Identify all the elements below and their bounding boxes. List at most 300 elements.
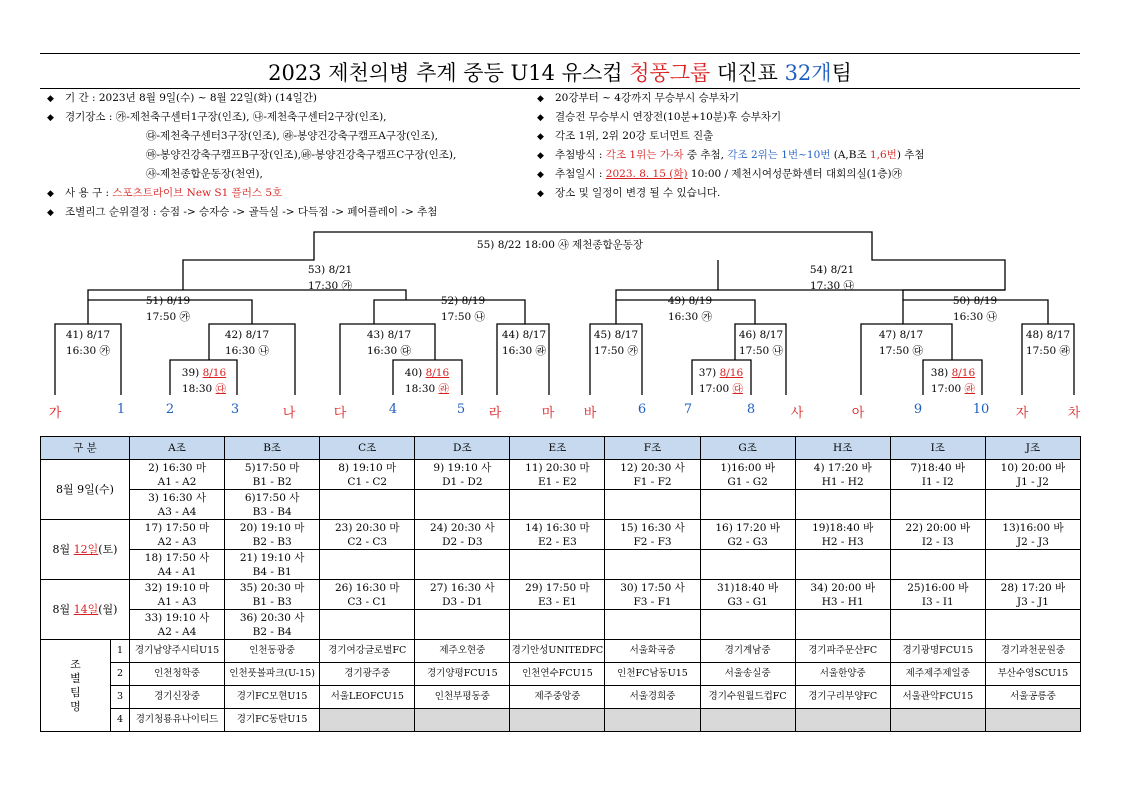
team-label-char: 명 — [70, 699, 81, 713]
match-time: 7)18:40 바 — [910, 461, 966, 474]
team-name-cell: 경기파주문산FC — [795, 640, 890, 663]
match-cell — [225, 520, 320, 550]
match-time: 12) 20:30 사 — [620, 461, 685, 474]
match-pairing: A1 - A3 — [157, 595, 197, 608]
slot-label: 라 — [488, 406, 502, 421]
match-pairing: J1 - J2 — [1016, 475, 1049, 488]
slot-label: 아 — [851, 406, 865, 421]
title-text: 2023 제천의병 추계 중등 U14 유스컵 — [268, 61, 630, 85]
match-cell — [985, 460, 1080, 490]
team-name-cell — [320, 709, 415, 732]
info-draw: 추첨방식 : — [555, 149, 606, 161]
table-header-row — [41, 437, 1081, 460]
match-49-label — [650, 293, 730, 325]
match-46-time: 17:50 ㉯ — [738, 345, 784, 357]
match-cell — [130, 520, 225, 550]
match-39-time: 18:30 — [181, 383, 216, 395]
team-name-cell: 인천동광중 — [225, 640, 320, 663]
match-cell — [415, 490, 510, 520]
match-40-venue: ㉱ — [438, 383, 450, 395]
match-43-time: 16:30 ㉰ — [366, 345, 412, 357]
info-label: 사 용 구 — [65, 187, 103, 199]
team-label-char: 조 — [70, 657, 81, 671]
info-venue: ㉰-제천축구센터3구장(인조), ㉱-봉양건강축구캠프A구장(인조), — [146, 130, 438, 142]
info-draw: 각조 2위는 1번~10번 — [727, 149, 831, 161]
match-cell — [890, 550, 985, 580]
match-48-label — [1018, 327, 1078, 359]
match-time: 17) 17:50 마 — [144, 521, 210, 534]
bullet-icon: ◆ — [537, 94, 544, 104]
match-pairing: F2 - F3 — [633, 535, 672, 548]
match-45-date: 45) 8/17 — [593, 329, 639, 341]
match-time: 16) 17:20 바 — [715, 521, 780, 534]
info-label: 경기장소 — [65, 111, 106, 123]
team-name-cell: 서울송실중 — [700, 663, 795, 686]
match-cell — [890, 520, 985, 550]
team-row — [41, 663, 1081, 686]
match-cell — [700, 610, 795, 640]
match-pairing: H1 - H2 — [821, 475, 864, 488]
match-46-label — [730, 327, 792, 359]
team-name-cell: 경기계남중 — [700, 640, 795, 663]
match-38-time: 17:00 — [930, 383, 965, 395]
date-day: 12일 — [73, 542, 99, 556]
match-cell — [320, 610, 415, 640]
slot-label: 자 — [1015, 406, 1029, 421]
team-name-cell: 경기청룡유나이티드 — [130, 709, 225, 732]
match-time: 27) 16:30 사 — [430, 581, 495, 594]
match-cell — [415, 520, 510, 550]
table-row — [41, 610, 1081, 640]
match-pairing: I3 - I1 — [921, 595, 954, 608]
team-name-cell — [985, 709, 1080, 732]
match-39-date: 8/16 — [202, 367, 227, 379]
info-draw: 중 추첨, — [683, 149, 728, 161]
match-time: 4) 17:20 바 — [813, 461, 872, 474]
table-row — [41, 520, 1081, 550]
match-44-time: 16:30 ㉱ — [501, 345, 547, 357]
match-cell — [795, 460, 890, 490]
match-time: 24) 20:30 사 — [430, 521, 495, 534]
bullet-icon: ◆ — [537, 132, 544, 142]
match-47-label — [870, 327, 932, 359]
match-pairing: H3 - H1 — [821, 595, 864, 608]
slot-label: 3 — [230, 402, 240, 417]
match-cell — [320, 580, 415, 610]
team-seed-number: 4 — [111, 709, 130, 732]
match-cell — [985, 550, 1080, 580]
date-weekday: (토) — [98, 542, 118, 556]
team-name-cell: 제주중앙중 — [510, 686, 605, 709]
match-50-date: 50) 8/19 — [952, 295, 998, 307]
match-pairing: A4 - A1 — [157, 565, 197, 578]
match-49-date: 49) 8/19 — [667, 295, 713, 307]
title-text-suffix: 팀 — [831, 61, 852, 85]
team-name-cell: 경기FC모현U15 — [225, 686, 320, 709]
match-cell — [795, 550, 890, 580]
match-pairing: E1 - E2 — [537, 475, 577, 488]
match-pairing: C1 - C2 — [347, 475, 388, 488]
match-39-venue: ㉰ — [215, 383, 227, 395]
match-cell — [890, 580, 985, 610]
team-row — [41, 640, 1081, 663]
match-51-date: 51) 8/19 — [145, 295, 191, 307]
info-period: 2023년 8월 9일(수) ~ 8월 22일(화) (14일간) — [98, 92, 318, 104]
match-pairing: D3 - D1 — [442, 595, 483, 608]
match-52-label — [423, 293, 503, 325]
match-cell — [225, 610, 320, 640]
slot-label: 9 — [913, 402, 923, 417]
match-time: 13)16:00 바 — [1002, 521, 1064, 534]
match-37-venue: ㉰ — [732, 383, 744, 395]
match-43-label — [358, 327, 420, 359]
title-group: 청풍그룹 — [629, 61, 711, 85]
match-cell — [130, 550, 225, 580]
match-cell — [985, 610, 1080, 640]
match-time: 23) 20:30 마 — [334, 521, 400, 534]
schedule-table — [40, 436, 1081, 732]
title-team-count: 32개 — [784, 61, 832, 85]
match-cell — [130, 460, 225, 490]
match-cell — [985, 490, 1080, 520]
info-venue: ㉲-봉양건강축구캠프B구장(인조),㉳-봉양건강축구캠프C구장(인조), — [146, 149, 457, 161]
match-cell — [415, 610, 510, 640]
match-37-date: 8/16 — [719, 367, 744, 379]
team-name-cell — [890, 709, 985, 732]
match-54-date: 54) 8/21 — [809, 264, 855, 276]
match-pairing: C2 - C3 — [347, 535, 388, 548]
team-name-cell: 인천연수FCU15 — [510, 663, 605, 686]
slot-label: 나 — [282, 406, 296, 421]
match-cell — [130, 610, 225, 640]
match-pairing: A2 - A4 — [157, 625, 197, 638]
header-cell: J조 — [985, 437, 1080, 460]
match-time: 5)17:50 마 — [244, 461, 300, 474]
match-37-no: 37) — [698, 367, 720, 379]
header-cell: 구 분 — [41, 437, 130, 460]
match-pairing: A2 - A3 — [157, 535, 197, 548]
match-cell — [890, 460, 985, 490]
match-cell — [320, 460, 415, 490]
match-38-label — [922, 365, 984, 397]
match-45-time: 17:50 ㉮ — [593, 345, 639, 357]
team-name-cell: 제주제주제일중 — [890, 663, 985, 686]
match-time: 35) 20:30 마 — [239, 581, 305, 594]
header-cell: H조 — [795, 437, 890, 460]
team-label-char: 별 — [70, 671, 81, 685]
match-cell — [700, 490, 795, 520]
match-54-time: 17:30 ㉯ — [809, 280, 855, 292]
match-time: 3) 16:30 사 — [148, 491, 206, 504]
match-53-label — [290, 262, 370, 294]
match-cell — [320, 550, 415, 580]
match-cell — [320, 520, 415, 550]
match-37-time: 17:00 — [698, 383, 733, 395]
match-pairing: C3 - C1 — [347, 595, 388, 608]
match-47-date: 47) 8/17 — [878, 329, 924, 341]
match-time: 21) 19:10 사 — [239, 551, 305, 564]
match-pairing: E2 - E3 — [537, 535, 577, 548]
match-pairing: J2 - J3 — [1016, 535, 1049, 548]
match-time: 19)18:40 바 — [812, 521, 874, 534]
team-name-cell: 경기남양주시티U15 — [130, 640, 225, 663]
match-cell — [985, 580, 1080, 610]
match-cell — [510, 550, 605, 580]
date-cell — [41, 460, 130, 520]
match-pairing: A1 - A2 — [157, 475, 197, 488]
match-pairing: G3 - G1 — [727, 595, 768, 608]
match-43-date: 43) 8/17 — [366, 329, 412, 341]
table-row — [41, 580, 1081, 610]
team-name-cell: 인천FC남동U15 — [605, 663, 700, 686]
match-41-time: 16:30 ㉮ — [65, 345, 111, 357]
match-cell — [605, 550, 700, 580]
match-cell — [510, 460, 605, 490]
match-cell — [795, 580, 890, 610]
match-44-label — [494, 327, 554, 359]
team-row — [41, 686, 1081, 709]
team-name-cell — [700, 709, 795, 732]
match-40-label — [396, 365, 458, 397]
team-name-cell: 경기FC동탄U15 — [225, 709, 320, 732]
match-time: 10) 20:00 바 — [1000, 461, 1066, 474]
match-time: 30) 17:50 사 — [620, 581, 685, 594]
match-time: 1)16:00 바 — [720, 461, 775, 474]
match-cell — [605, 610, 700, 640]
match-cell — [130, 580, 225, 610]
match-47-time: 17:50 ㉰ — [878, 345, 924, 357]
match-44-date: 44) 8/17 — [501, 329, 547, 341]
info-draw: 1,6번 — [869, 149, 897, 161]
slot-label: 8 — [746, 402, 756, 417]
match-42-time: 16:30 ㉯ — [224, 345, 270, 357]
info-draw: (A,B조 — [830, 149, 870, 161]
slot-label: 5 — [456, 402, 466, 417]
date-cell — [41, 520, 130, 580]
match-time: 22) 20:00 바 — [905, 521, 971, 534]
match-time: 20) 19:10 마 — [239, 521, 305, 534]
date-month: 8월 — [56, 482, 78, 496]
table-row — [41, 550, 1081, 580]
match-time: 28) 17:20 바 — [1000, 581, 1066, 594]
team-name-cell: 부산수영SCU15 — [985, 663, 1080, 686]
info-notice: 장소 및 일정이 변경 될 수 있습니다. — [555, 187, 721, 199]
match-45-label — [586, 327, 646, 359]
match-cell — [225, 490, 320, 520]
team-name-cell: 서울한양중 — [795, 663, 890, 686]
match-time: 31)18:40 바 — [717, 581, 779, 594]
info-rule: 20강부터 ~ 4강까지 무승부시 승부차기 — [555, 92, 740, 104]
team-name-cell — [795, 709, 890, 732]
team-name-cell: 경기수원월드컵FC — [700, 686, 795, 709]
header-cell: E조 — [510, 437, 605, 460]
date-month: 8월 — [52, 602, 74, 616]
match-cell — [605, 490, 700, 520]
match-pairing: I2 - I3 — [921, 535, 954, 548]
match-cell — [130, 490, 225, 520]
team-names-label — [41, 640, 111, 732]
slot-label: 4 — [388, 402, 398, 417]
match-41-label — [58, 327, 118, 359]
header-cell: B조 — [225, 437, 320, 460]
match-52-time: 17:50 ㉯ — [440, 311, 486, 323]
team-name-cell: 제주오현중 — [415, 640, 510, 663]
team-name-cell: 경기광주중 — [320, 663, 415, 686]
info-label: 기 간 — [65, 92, 89, 104]
team-seed-number: 3 — [111, 686, 130, 709]
table-row — [41, 490, 1081, 520]
match-time: 25)16:00 바 — [907, 581, 969, 594]
team-name-cell: 서울경희중 — [605, 686, 700, 709]
match-41-date: 41) 8/17 — [65, 329, 111, 341]
date-month: 8월 — [52, 542, 74, 556]
info-label: 조별리그 순위결정 — [65, 206, 150, 218]
title-text-mid: 대진표 — [710, 61, 785, 85]
team-name-cell: 인천청학중 — [130, 663, 225, 686]
header-cell: G조 — [700, 437, 795, 460]
header-cell: F조 — [605, 437, 700, 460]
bullet-icon: ◆ — [537, 189, 544, 199]
match-cell — [700, 520, 795, 550]
match-pairing: D2 - D3 — [442, 535, 483, 548]
match-cell — [700, 550, 795, 580]
match-pairing: D1 - D2 — [442, 475, 483, 488]
date-weekday: (월) — [98, 602, 118, 616]
match-time: 36) 20:30 사 — [239, 611, 305, 624]
team-name-cell: 서울관악FCU15 — [890, 686, 985, 709]
match-51-time: 17:50 ㉮ — [145, 311, 191, 323]
match-pairing: B2 - B4 — [252, 625, 292, 638]
date-cell — [41, 580, 130, 640]
info-ball: 스포츠트라이브 New S1 플러스 5호 — [112, 187, 283, 199]
match-time: 18) 17:50 사 — [144, 551, 210, 564]
info-venue: ㉮-제천축구센터1구장(인조), ㉯-제천축구센터2구장(인조), — [115, 111, 387, 123]
match-pairing: B1 - B3 — [252, 595, 292, 608]
match-pairing: A3 - A4 — [157, 505, 197, 518]
slot-label: 마 — [541, 406, 555, 421]
match-39-no: 39) — [181, 367, 203, 379]
team-name-cell: 경기구리부양FC — [795, 686, 890, 709]
match-cell — [415, 550, 510, 580]
match-pairing: J3 - J1 — [1016, 595, 1049, 608]
match-40-date: 8/16 — [425, 367, 450, 379]
team-name-cell: 경기양평FCU15 — [415, 663, 510, 686]
slot-label: 사 — [790, 406, 804, 421]
match-cell — [225, 580, 320, 610]
match-cell — [700, 580, 795, 610]
info-draw: ) 추첨 — [896, 149, 925, 161]
match-pairing: F1 - F2 — [633, 475, 672, 488]
match-pairing: F3 - F1 — [633, 595, 672, 608]
info-left: ◆ 기 간 : 2023년 8월 9일(수) ~ 8월 22일(화) (14일간) ◆ 경기장소 : ㉮-제천축구센터1구장(인조), ㉯-제천축구센터2구장(인조), ㉰-제천축구센터3구장(인조), ㉱-봉양건강축구캠프A구장(인조), ㉲-봉양건강축구캠프B구장(인조),㉳-봉양건강축구캠프C구장(인조), ㉴-제천종합운동장(천연), ◆ 사 용 구 : 스포츠트라이브 New S1 플러스 5호 ◆ 조별리그 순위결정 : 승점 -> 승자승 -> 골득실 -> 다득점 -> 페어플레이 -> 추첨 — [47, 89, 456, 222]
match-time: 2) 16:30 마 — [148, 461, 206, 474]
slot-label: 1 — [116, 402, 126, 417]
match-42-date: 42) 8/17 — [224, 329, 270, 341]
match-39-label — [173, 365, 235, 397]
date-day: 14일 — [73, 602, 99, 616]
match-48-time: 17:50 ㉱ — [1025, 345, 1071, 357]
match-42-label — [216, 327, 278, 359]
match-pairing: B3 - B4 — [252, 505, 292, 518]
match-final-label: 55) 8/22 18:00 ㉴ 제천종합운동장 — [476, 239, 644, 251]
bullet-icon: ◆ — [47, 208, 54, 218]
match-time: 33) 19:10 사 — [144, 611, 210, 624]
bullet-icon: ◆ — [537, 113, 544, 123]
match-cell — [605, 520, 700, 550]
match-pairing: G2 - G3 — [727, 535, 768, 548]
match-cell — [700, 460, 795, 490]
match-time: 9) 19:10 사 — [433, 461, 492, 474]
match-pairing: H2 - H3 — [821, 535, 864, 548]
team-name-cell: 경기여강글로벌FC — [320, 640, 415, 663]
slot-label: 가 — [48, 406, 62, 421]
bullet-icon: ◆ — [47, 189, 54, 199]
info-draw-date: 추첨일시 : — [555, 168, 606, 180]
slot-label: 바 — [583, 406, 597, 421]
team-name-cell: 경기광명FCU15 — [890, 640, 985, 663]
team-name-cell — [510, 709, 605, 732]
match-time: 15) 16:30 사 — [620, 521, 685, 534]
match-cell — [890, 610, 985, 640]
match-cell — [985, 520, 1080, 550]
match-51-label — [128, 293, 208, 325]
match-38-venue: ㉱ — [964, 383, 976, 395]
info-draw: 각조 1위는 가-차 — [605, 149, 684, 161]
match-48-date: 48) 8/17 — [1025, 329, 1071, 341]
team-row — [41, 709, 1081, 732]
team-name-cell — [415, 709, 510, 732]
match-time: 26) 16:30 마 — [334, 581, 400, 594]
bullet-icon: ◆ — [47, 113, 54, 123]
team-name-cell: 인천부평동중 — [415, 686, 510, 709]
match-cell — [415, 460, 510, 490]
match-cell — [795, 520, 890, 550]
match-cell — [510, 490, 605, 520]
bullet-icon: ◆ — [47, 94, 54, 104]
match-50-label — [935, 293, 1015, 325]
match-53-time: 17:30 ㉮ — [307, 280, 353, 292]
match-40-time: 18:30 — [404, 383, 439, 395]
match-cell — [225, 550, 320, 580]
match-time: 34) 20:00 바 — [810, 581, 875, 594]
table-row — [41, 460, 1081, 490]
team-name-cell: 인천풋볼파크(U-15) — [225, 663, 320, 686]
header-cell: A조 — [130, 437, 225, 460]
header-cell: D조 — [415, 437, 510, 460]
match-time: 11) 20:30 마 — [525, 461, 590, 474]
bullet-icon: ◆ — [537, 151, 544, 161]
match-cell — [795, 610, 890, 640]
match-pairing: G1 - G2 — [727, 475, 768, 488]
match-40-no: 40) — [404, 367, 426, 379]
match-time: 8) 19:10 마 — [338, 461, 397, 474]
match-time: 14) 16:30 마 — [525, 521, 590, 534]
match-53-date: 53) 8/21 — [307, 264, 353, 276]
match-cell — [510, 520, 605, 550]
info-rule: 결승전 무승부시 연장전(10분+10분)후 승부차기 — [555, 111, 782, 123]
match-pairing: E3 - E1 — [537, 595, 577, 608]
team-name-cell: 서울LEOFCU15 — [320, 686, 415, 709]
match-pairing: B2 - B3 — [252, 535, 292, 548]
bullet-icon: ◆ — [537, 170, 544, 180]
match-cell — [605, 580, 700, 610]
info-draw-date: 10:00 / 제천시여성문화센터 대회의실(1층)㉮ — [687, 168, 903, 180]
match-pairing: B1 - B2 — [252, 475, 292, 488]
team-name-cell: 경기안성UNITEDFC — [510, 640, 605, 663]
match-time: 29) 17:50 마 — [525, 581, 590, 594]
team-name-cell: 서울화곡중 — [605, 640, 700, 663]
team-name-cell — [605, 709, 700, 732]
